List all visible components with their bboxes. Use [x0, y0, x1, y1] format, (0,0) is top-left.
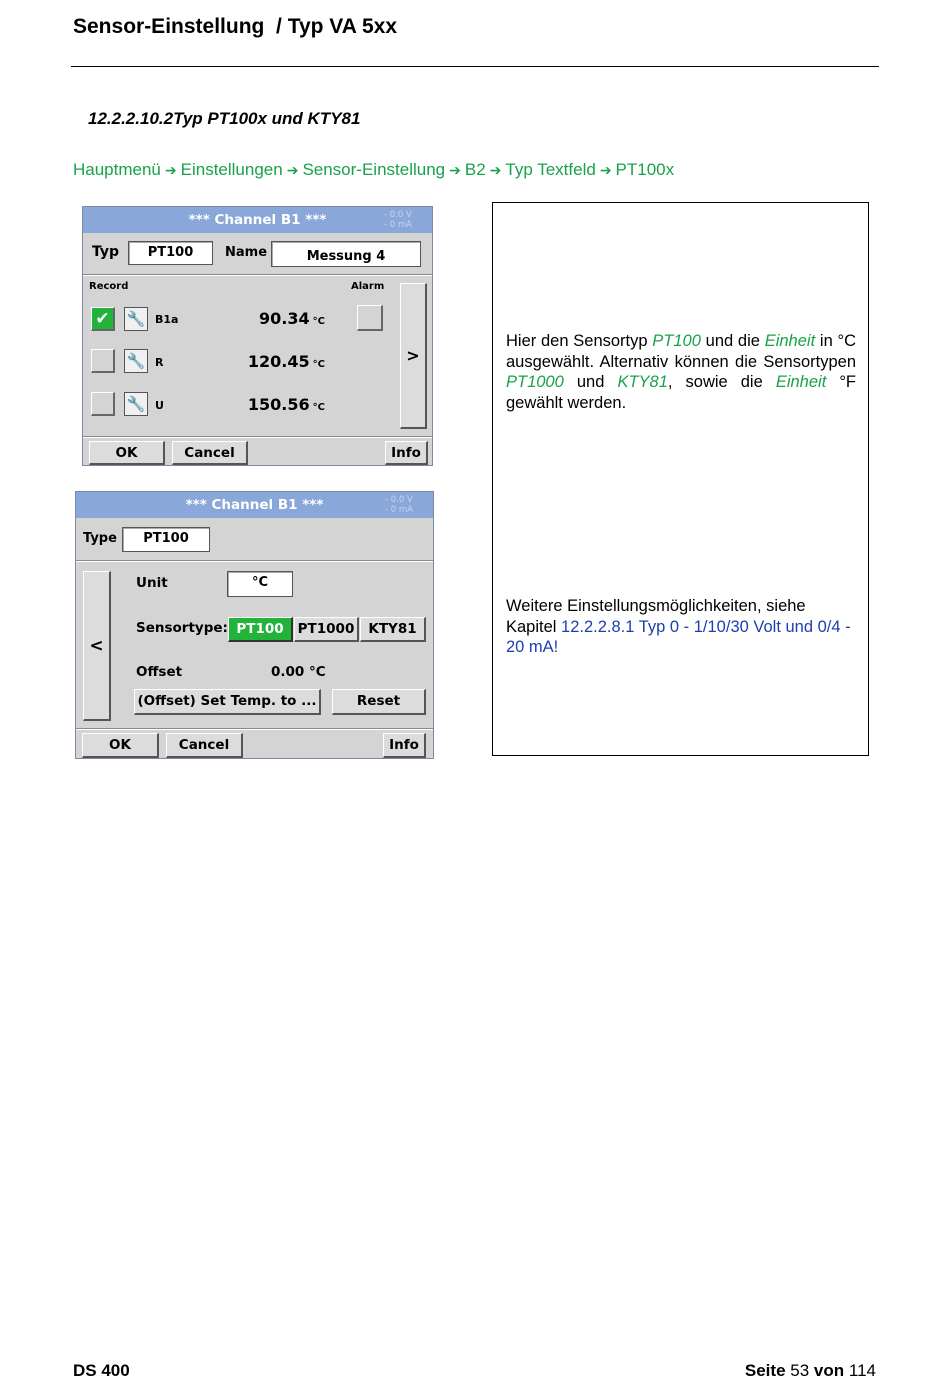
info-button[interactable]: Info — [385, 441, 428, 465]
section-heading: 12.2.2.10.2Typ PT100x und KTY81 — [88, 109, 361, 128]
screen-title: *** Channel B1 *** — [185, 497, 324, 513]
device-screen-channel-overview — [82, 206, 433, 466]
ok-button[interactable]: OK — [82, 733, 159, 758]
wrench-icon[interactable]: 🔧 — [124, 349, 148, 373]
breadcrumb-item: Hauptmenü — [73, 160, 161, 179]
breadcrumb-item: Einstellungen — [180, 160, 283, 179]
cancel-button[interactable]: Cancel — [166, 733, 243, 758]
screen-titlebar — [76, 492, 433, 518]
row-value-r: 120.45 °C — [247, 352, 325, 371]
unit-label: Unit — [136, 575, 168, 591]
page-title: Sensor-Einstellung / Typ VA 5xx — [73, 15, 398, 38]
breadcrumb-item: B2 — [464, 160, 486, 179]
arrow-right-icon: ➔ — [599, 162, 612, 178]
name-field[interactable]: Messung 4 — [271, 241, 421, 267]
screen-title: *** Channel B1 *** — [188, 212, 327, 228]
arrow-right-icon: ➔ — [286, 162, 299, 178]
breadcrumb-item: Typ Textfeld — [505, 160, 596, 179]
record-label: Record — [89, 281, 129, 292]
ok-button[interactable]: OK — [89, 441, 165, 465]
footer-page-number: Seite 53 von 114 — [744, 1361, 876, 1380]
typ-label: Typ — [92, 244, 120, 260]
info-paragraph-more: Weitere Einstellungsmöglichkeiten, siehe Kapitel 12.2.2.8.1 Typ 0 - 1/10/30 Volt und 0/4 - 20 mA! — [506, 597, 851, 656]
chapter-link[interactable]: 12.2.2.8.1 Typ 0 - 1/10/30 Volt und 0/4 - 20 mA! — [506, 617, 851, 656]
row-value-b1a: 90.34 °C — [259, 309, 325, 328]
breadcrumb-item: Sensor-Einstellung — [302, 160, 446, 179]
type-label: Type — [83, 531, 117, 546]
alarm-checkbox[interactable] — [357, 305, 383, 331]
signal-readout: - 0.0 V - 0 mA — [384, 210, 412, 230]
row-label-u: U — [155, 399, 164, 412]
alarm-label: Alarm — [351, 281, 385, 292]
info-button[interactable]: Info — [383, 733, 426, 758]
sensortype-label: Sensortype: — [136, 620, 228, 636]
type-field[interactable]: PT100 — [122, 527, 210, 552]
device-screen-sensor-type — [75, 491, 434, 759]
arrow-right-icon: ➔ — [489, 162, 502, 178]
unit-field[interactable]: °C — [227, 571, 293, 597]
footer-doc-id: DS 400 — [73, 1361, 130, 1380]
record-checkbox-r[interactable] — [91, 349, 115, 373]
row-label-r: R — [155, 356, 164, 369]
record-checkbox-u[interactable] — [91, 392, 115, 416]
name-label: Name — [225, 245, 268, 260]
signal-readout: - 0.0 V - 0 mA — [385, 495, 413, 515]
arrow-right-icon: ➔ — [164, 162, 177, 178]
wrench-icon[interactable]: 🔧 — [124, 392, 148, 416]
wrench-icon[interactable]: 🔧 — [124, 307, 148, 331]
row-value-u: 150.56 °C — [247, 395, 325, 414]
row-label-b1a: B1a — [155, 313, 179, 326]
typ-field[interactable]: PT100 — [128, 241, 213, 265]
sensortype-pt1000-button[interactable]: PT1000 — [294, 617, 359, 642]
back-page-button[interactable]: < — [83, 571, 111, 721]
record-checkbox-b1a[interactable] — [91, 307, 115, 331]
check-icon: ✔ — [95, 309, 110, 329]
reset-button[interactable]: Reset — [332, 689, 426, 715]
screen-titlebar — [83, 207, 432, 233]
offset-label: Offset — [136, 664, 183, 680]
info-paragraph-sensortype: Hier den Sensortyp PT100 und die Einheit in °C ausgewählt. Alternativ können die Sensortypen PT1000 und KTY81, sowie die Einheit °F gewählt werden. — [506, 332, 857, 412]
offset-value: 0.00 °C — [271, 664, 326, 680]
breadcrumb — [73, 160, 674, 180]
arrow-right-icon: ➔ — [449, 162, 461, 178]
next-page-button[interactable]: > — [400, 283, 427, 429]
info-box — [492, 202, 869, 756]
breadcrumb-item: PT100x — [615, 160, 675, 179]
header-divider — [71, 66, 879, 67]
set-temp-button[interactable]: (Offset) Set Temp. to ... — [134, 689, 321, 715]
cancel-button[interactable]: Cancel — [172, 441, 248, 465]
sensortype-kty81-button[interactable]: KTY81 — [360, 617, 426, 642]
sensortype-pt100-button[interactable]: PT100 — [228, 617, 293, 642]
